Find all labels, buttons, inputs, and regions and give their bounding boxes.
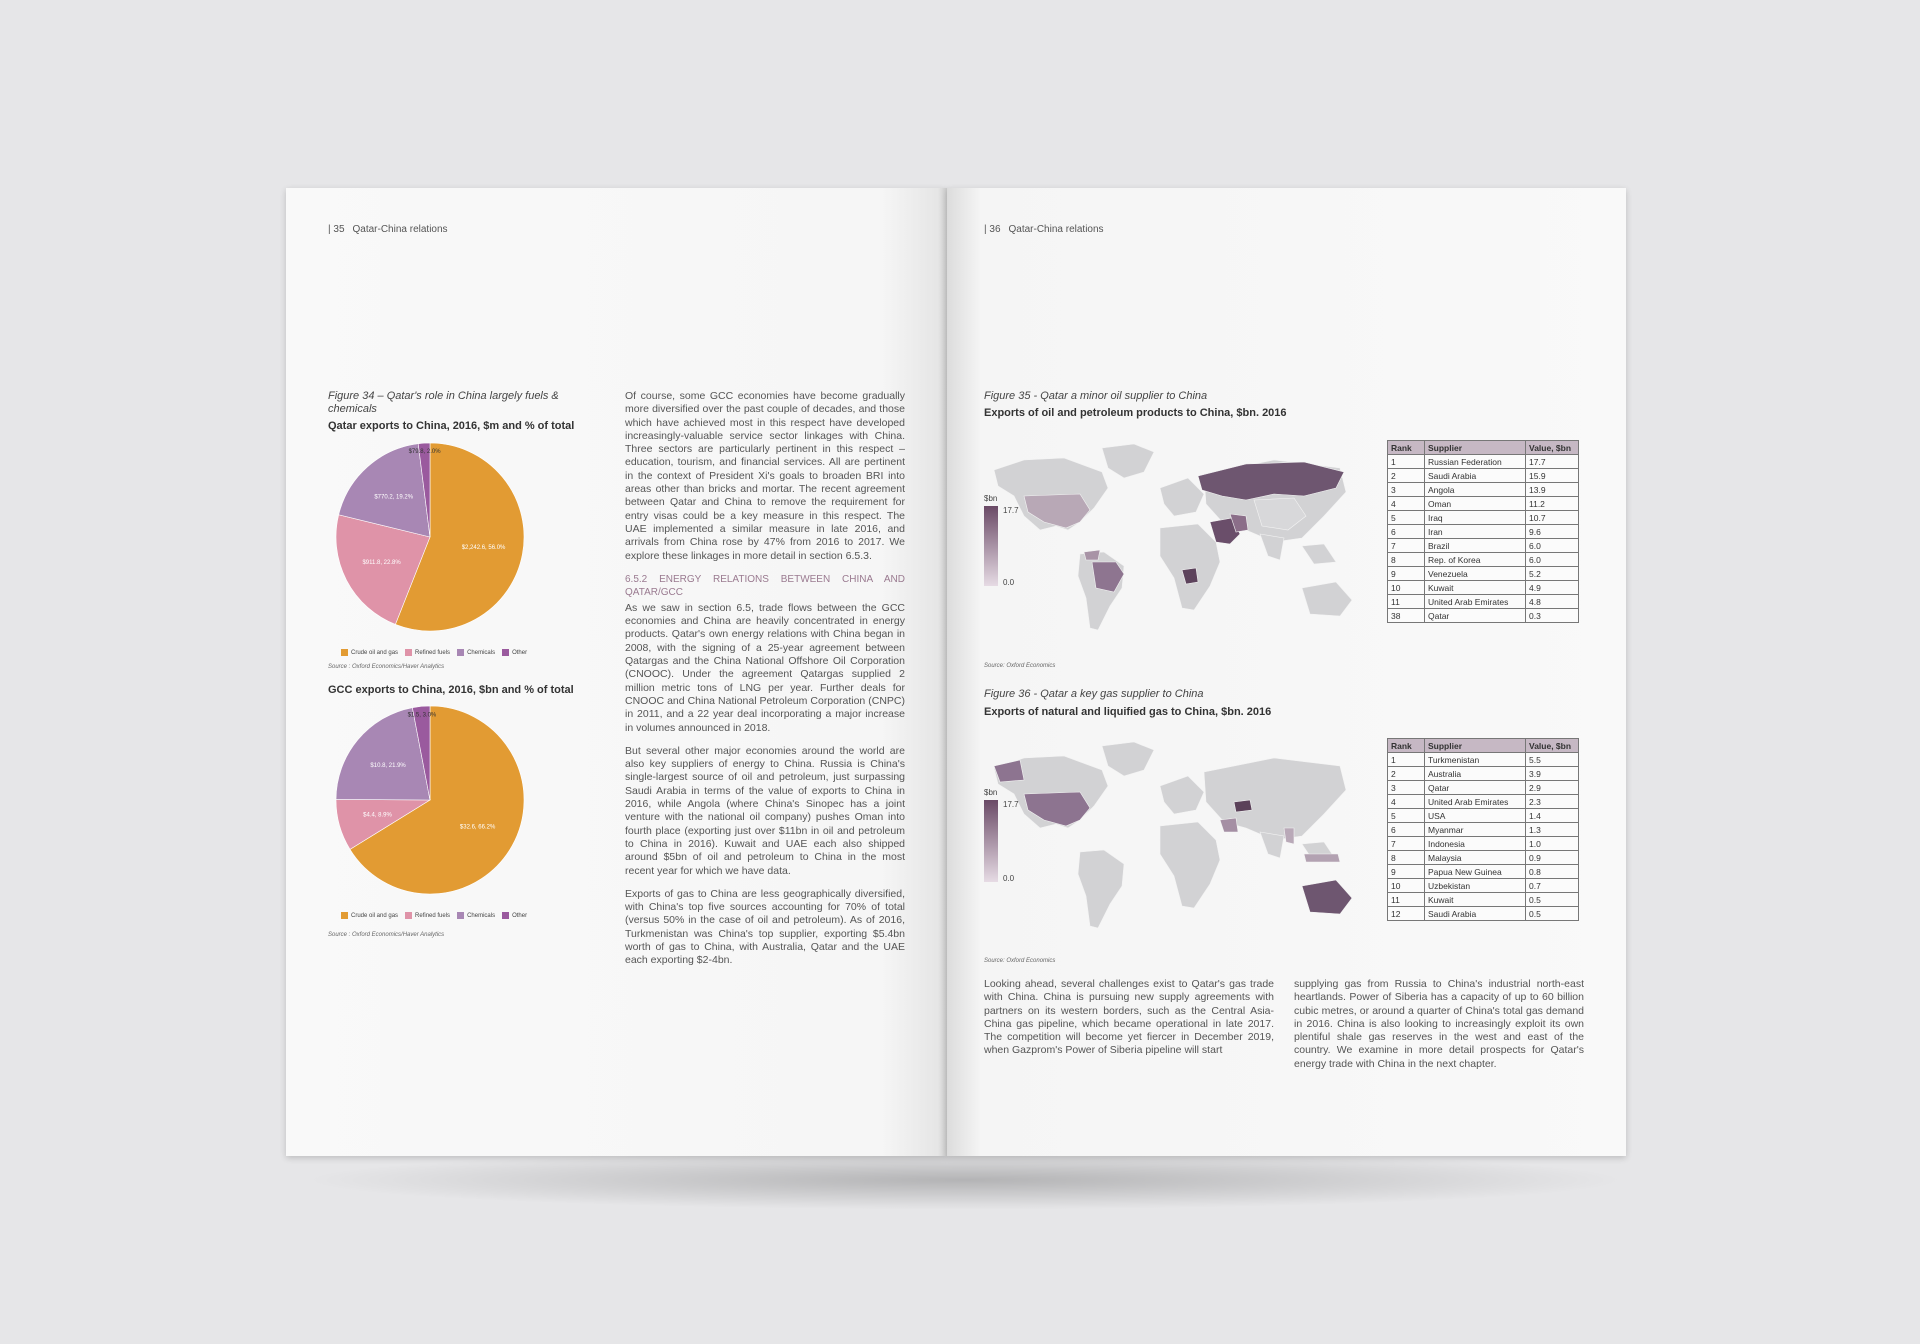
table-row	[1388, 469, 1579, 483]
paragraph: Of course, some GCC economies have become gradually more diversified over the past couple of decades, and those which have achieved most in this respect have developed increasingly-valuable service sector linkages with China. Three sectors are particularly pertinent in this respect – education, tourism, and financial services. All are pertinent in the context of President Xi's goals to broaden BRI into areas other than bricks and mortar. The recent agreement between Qatar and China to remove the requirement for entry visas could be a key measure in this respect. The UAE implemented a similar measure in late 2016, and arrivals from China rose by 47% from 2016 to 2017. We explore these linkages in more detail in section 6.5.3.	[625, 390, 905, 562]
table-cell: 1.0	[1526, 837, 1579, 851]
table-row	[1388, 823, 1579, 837]
table-cell: 0.3	[1526, 609, 1579, 623]
scale-bar	[984, 506, 998, 586]
scale-max: 17.7	[1003, 800, 1019, 809]
table-cell: 5	[1388, 511, 1425, 525]
pie-data-label: $1.5, 3.0%	[407, 712, 437, 719]
table-cell: 8	[1388, 553, 1425, 567]
table-cell: 0.5	[1526, 907, 1579, 921]
legend-item-chemicals: Chemicals	[457, 912, 495, 919]
table-cell: 0.8	[1526, 865, 1579, 879]
figure-35-subtitle: Exports of oil and petroleum products to China, $bn. 2016	[984, 407, 1287, 419]
table-cell: Uzbekistan	[1425, 879, 1526, 893]
table-cell: 10	[1388, 581, 1425, 595]
table-cell: Kuwait	[1425, 893, 1526, 907]
middle-text-column	[625, 390, 905, 978]
table-cell: 1	[1388, 455, 1425, 469]
table-cell: 3	[1388, 781, 1425, 795]
table-cell: 5.5	[1526, 753, 1579, 767]
table-cell: 0.5	[1526, 893, 1579, 907]
table-row	[1388, 781, 1579, 795]
table-cell: United Arab Emirates	[1425, 595, 1526, 609]
map-south-asia	[1260, 534, 1284, 560]
section-heading: 6.5.2 ENERGY RELATIONS BETWEEN CHINA AND QATAR/GCC	[625, 573, 905, 598]
scale-min: 0.0	[1003, 874, 1015, 883]
pie-data-label: $911.8, 22.8%	[362, 560, 401, 567]
pie-data-label: $79.8, 2.0%	[408, 449, 441, 456]
table-cell: 9	[1388, 865, 1425, 879]
table-cell: Russian Federation	[1425, 455, 1526, 469]
table-header-cell: Value, $bn	[1526, 441, 1579, 455]
legend-item-refined: Refined fuels	[405, 649, 450, 656]
table-cell: 38	[1388, 609, 1425, 623]
table-cell: 2.3	[1526, 795, 1579, 809]
table-cell: Australia	[1425, 767, 1526, 781]
pie-data-label: $770.2, 19.2%	[374, 494, 414, 501]
map-africa	[1160, 524, 1220, 610]
table-row	[1388, 753, 1579, 767]
map-se-asia	[1302, 544, 1336, 564]
table-cell: Kuwait	[1425, 581, 1526, 595]
table-row	[1388, 879, 1579, 893]
table-row	[1388, 483, 1579, 497]
table-cell: 10.7	[1526, 511, 1579, 525]
table-row	[1388, 837, 1579, 851]
scale-unit: $bn	[984, 494, 998, 503]
table-cell: 0.7	[1526, 879, 1579, 893]
map-australia	[1302, 880, 1352, 914]
table-cell: 7	[1388, 837, 1425, 851]
table-row	[1388, 609, 1579, 623]
table-cell: 7	[1388, 539, 1425, 553]
spread-shadow	[300, 1150, 1630, 1210]
table-cell: 17.7	[1526, 455, 1579, 469]
table-oil-suppliers	[1387, 440, 1579, 623]
chart2-title: GCC exports to China, 2016, $bn and % of total	[328, 684, 574, 696]
table-row	[1388, 567, 1579, 581]
paragraph: But several other major economies around the world are also key suppliers of energy to China. Russia is China's single-largest source of oil and petroleum, just surpassing Saudi Arabia in terms of the value of exports to China in 2016, while Angola (where China's Sinopec has a joint venture with the national oil company) pushes Oman into fourth place (exporting just over $11bn in oil and petroleum to China in 2016). Kuwait and UAE each also shipped around $5bn of oil and petroleum to China in the most recent year for which we have data.	[625, 744, 905, 877]
pie-chart-qatar	[335, 437, 525, 637]
figure-36-title: Figure 36 - Qatar a key gas supplier to China	[984, 688, 1204, 700]
table-header-cell: Rank	[1388, 441, 1425, 455]
source-fig36: Source: Oxford Economics	[984, 958, 1056, 964]
table-cell: 10	[1388, 879, 1425, 893]
table-cell: 6.0	[1526, 539, 1579, 553]
legend-item-chemicals: Chemicals	[457, 649, 495, 656]
table-cell: 11	[1388, 595, 1425, 609]
right-page	[947, 188, 1626, 1156]
map-alaska	[994, 760, 1024, 782]
legend-item-crude: Crude oil and gas	[341, 912, 398, 919]
table-cell: 8	[1388, 851, 1425, 865]
table-cell: 9.6	[1526, 525, 1579, 539]
table-cell: 1.4	[1526, 809, 1579, 823]
source-fig35: Source: Oxford Economics	[984, 663, 1056, 669]
scale-unit: $bn	[984, 788, 998, 797]
table-cell: 9	[1388, 567, 1425, 581]
table-cell: 4	[1388, 795, 1425, 809]
page-header-right	[984, 224, 1104, 235]
legend-item-other: Other	[502, 649, 527, 656]
paragraph: Exports of gas to China are less geographically diversified, with China's top five sources accounting for 70% of total (versus 50% in the case of oil and petroleum). As of 2016, Turkmenistan was China's top supplier, exporting $5.4bn worth of gas to China, with Australia, Qatar and the UAE each exporting $2-4bn.	[625, 887, 905, 967]
page-number: | 36	[984, 224, 1001, 235]
table-cell: USA	[1425, 809, 1526, 823]
table-row	[1388, 497, 1579, 511]
table-cell: 1.3	[1526, 823, 1579, 837]
page-number: | 35	[328, 224, 345, 235]
table-cell: Oman	[1425, 497, 1526, 511]
map-turkmenistan	[1234, 800, 1252, 812]
color-scale-gas	[984, 788, 1064, 894]
table-cell: 4.8	[1526, 595, 1579, 609]
table-cell: Myanmar	[1425, 823, 1526, 837]
color-scale-oil	[984, 494, 1064, 598]
legend-1	[341, 649, 527, 656]
pie-data-label: $4.4, 8.9%	[363, 812, 392, 819]
table-row	[1388, 511, 1579, 525]
table-cell: 5	[1388, 809, 1425, 823]
table-header-cell: Supplier	[1425, 441, 1526, 455]
table-cell: 2.9	[1526, 781, 1579, 795]
source-2: Source : Oxford Economics/Haver Analytics	[328, 932, 445, 938]
table-header-cell: Supplier	[1425, 739, 1526, 753]
pie-data-label: $32.6, 66.2%	[459, 824, 496, 831]
legend-item-refined: Refined fuels	[405, 912, 450, 919]
table-row	[1388, 893, 1579, 907]
table-cell: Malaysia	[1425, 851, 1526, 865]
left-page	[286, 188, 947, 1156]
table-cell: 2	[1388, 469, 1425, 483]
pie-data-label: $10.8, 21.9%	[370, 763, 406, 770]
table-cell: 2	[1388, 767, 1425, 781]
table-cell: 4	[1388, 497, 1425, 511]
table-cell: Papua New Guinea	[1425, 865, 1526, 879]
map-gulf	[1220, 818, 1238, 832]
map-greenland	[1102, 742, 1154, 776]
table-gas-suppliers	[1387, 738, 1579, 921]
table-row	[1388, 539, 1579, 553]
table-cell: 1	[1388, 753, 1425, 767]
map-europe	[1160, 478, 1204, 516]
table-cell: Saudi Arabia	[1425, 469, 1526, 483]
table-cell: 13.9	[1526, 483, 1579, 497]
table-cell: 5.2	[1526, 567, 1579, 581]
table-cell: Angola	[1425, 483, 1526, 497]
table-cell: Rep. of Korea	[1425, 553, 1526, 567]
table-cell: Saudi Arabia	[1425, 907, 1526, 921]
right-text-column-1: Looking ahead, several challenges exist to Qatar's gas trade with China. China is pursuing new supply agreements with partners on its western borders, such as the Central Asia-China gas pipeline, which became operational in late 2017. The competition will become yet fiercer in December 2019, when Gazprom's Power of Siberia pipeline will start	[984, 978, 1274, 1057]
table-cell: Iraq	[1425, 511, 1526, 525]
scale-min: 0.0	[1003, 578, 1015, 587]
table-row	[1388, 907, 1579, 921]
running-title: Qatar-China relations	[1008, 224, 1104, 235]
table-row	[1388, 595, 1579, 609]
paragraph: As we saw in section 6.5, trade flows between the GCC economies and China are heavily concentrated in energy products. Qatar's own energy relations with China began in 2008, with the signing of a 25-year agreement between Qatargas and the China National Offshore Oil Corporation (CNOOC). Under the agreement Qatargas supplied 2 million metric tons of LNG per year. Further deals for CNOOC and China National Petroleum Corporation (CNPC) in 2011, and a 22 year deal incorporating a major increase in volumes announced in 2018.	[625, 601, 905, 734]
table-row	[1388, 809, 1579, 823]
chart1-title: Qatar exports to China, 2016, $m and % of total	[328, 420, 575, 432]
table-row	[1388, 767, 1579, 781]
table-cell: Venezuela	[1425, 567, 1526, 581]
map-europe	[1160, 776, 1204, 814]
map-venezuela	[1084, 550, 1100, 560]
map-south-asia	[1260, 832, 1284, 858]
table-row	[1388, 581, 1579, 595]
table-cell: 3	[1388, 483, 1425, 497]
table-row	[1388, 795, 1579, 809]
pie-data-label: $2,242.6, 56.0%	[461, 545, 506, 552]
table-cell: 15.9	[1526, 469, 1579, 483]
table-row	[1388, 851, 1579, 865]
table-cell: Qatar	[1425, 609, 1526, 623]
legend-2	[341, 912, 527, 919]
table-cell: Brazil	[1425, 539, 1526, 553]
page-header-left	[328, 224, 448, 235]
table-header-cell: Value, $bn	[1526, 739, 1579, 753]
table-cell: 6	[1388, 823, 1425, 837]
legend-item-crude: Crude oil and gas	[341, 649, 398, 656]
map-greenland	[1102, 444, 1154, 478]
table-cell: United Arab Emirates	[1425, 795, 1526, 809]
running-title: Qatar-China relations	[352, 224, 448, 235]
legend-item-other: Other	[502, 912, 527, 919]
scale-max: 17.7	[1003, 506, 1019, 515]
table-cell: 3.9	[1526, 767, 1579, 781]
pie-chart-gcc	[335, 700, 525, 900]
table-cell: 4.9	[1526, 581, 1579, 595]
figure-35-title: Figure 35 - Qatar a minor oil supplier to China	[984, 390, 1208, 402]
map-africa	[1160, 822, 1220, 908]
figure-36-subtitle: Exports of natural and liquified gas to China, $bn. 2016	[984, 706, 1272, 718]
table-row	[1388, 455, 1579, 469]
table-cell: 11.2	[1526, 497, 1579, 511]
map-australia	[1302, 582, 1352, 616]
scale-bar	[984, 800, 998, 882]
figure-34-title: Figure 34 – Qatar's role in China largely fuels & chemicals	[328, 390, 559, 415]
table-cell: Turkmenistan	[1425, 753, 1526, 767]
map-south-america	[1078, 850, 1124, 928]
table-row	[1388, 553, 1579, 567]
right-text-column-2: supplying gas from Russia to China's industrial north-east heartlands. Power of Siberia has a capacity of up to 60 billion cubic metres, or around a quarter of China's total gas demand in 2016. China is also looking to increasingly exploit its own plentiful shale gas reserves in the west and east of the country. We examine in more detail prospects for Qatar's energy trade with China in the next chapter.	[1294, 978, 1584, 1070]
source-1: Source : Oxford Economics/Haver Analytics	[328, 664, 445, 670]
table-cell: 11	[1388, 893, 1425, 907]
table-cell: 12	[1388, 907, 1425, 921]
map-indonesia	[1304, 854, 1340, 862]
table-row	[1388, 865, 1579, 879]
table-cell: 0.9	[1526, 851, 1579, 865]
table-row	[1388, 525, 1579, 539]
table-cell: Iran	[1425, 525, 1526, 539]
map-myanmar	[1284, 828, 1294, 844]
table-cell: 6	[1388, 525, 1425, 539]
table-cell: Qatar	[1425, 781, 1526, 795]
table-cell: 6.0	[1526, 553, 1579, 567]
table-cell: Indonesia	[1425, 837, 1526, 851]
table-header-cell: Rank	[1388, 739, 1425, 753]
